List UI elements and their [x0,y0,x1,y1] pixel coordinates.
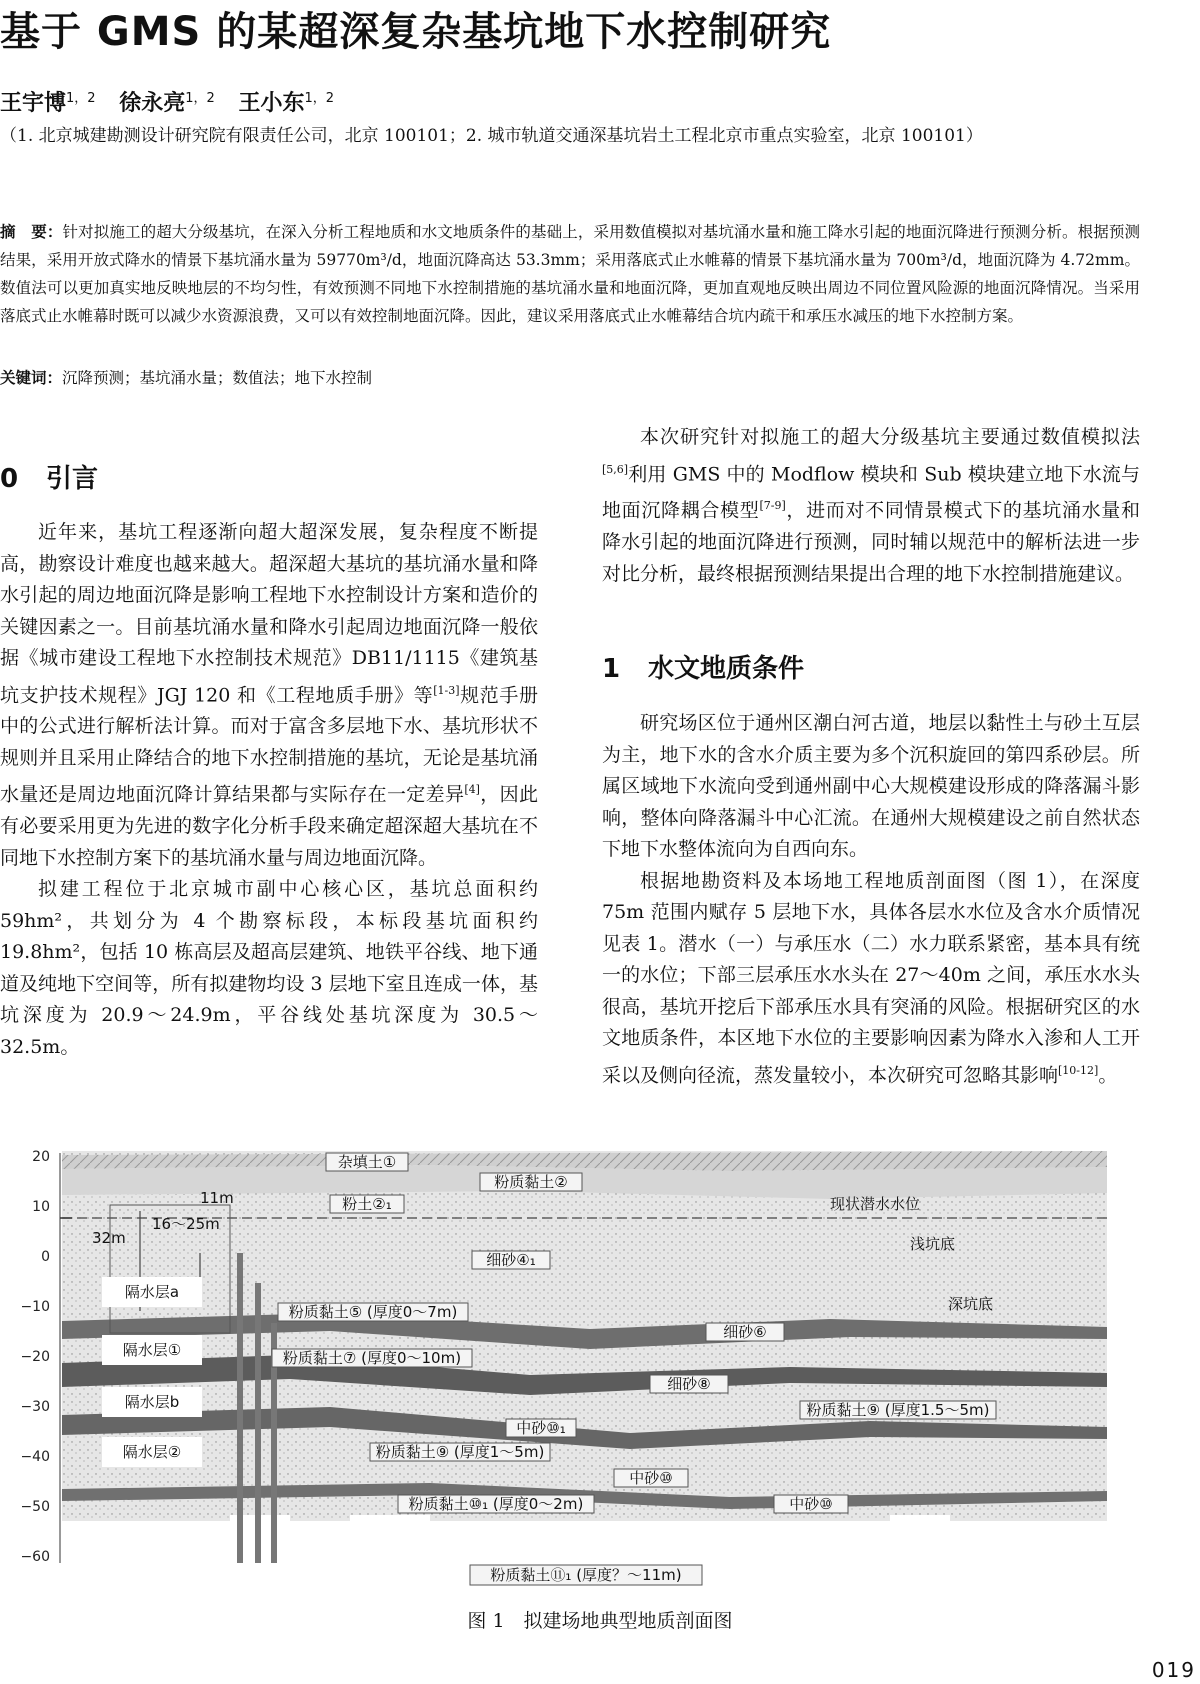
citation: [10-12] [1058,1063,1099,1077]
paragraph-text: 拟建工程位于北京城市副中心核心区，基坑总面积约 59hm²，共划分为 4 个勘察标段，本标段基坑面积约 19.8hm²，包括 10 栋高层及超高层建筑、地铁平谷线、地下通道及纯地下空间等，所有拟建物均设 3 层地下室且连成一体，基坑深度为 20.9～24.9m，平谷线处基坑深度为 30.5～32.5m。 [0,878,538,1058]
y-tick-label: −30 [20,1399,50,1415]
section-number: 1 [602,654,621,684]
label-fine-sand-6: 细砂⑥ [723,1323,767,1341]
label-water-table: 现状潜水水位 [830,1195,921,1213]
label-silt-2: 粉土②₁ [342,1195,392,1213]
citation: [5,6] [602,462,629,476]
label-aquitard-2: 隔水层② [122,1443,182,1461]
section-heading-0 [0,458,98,495]
y-tick-label: −10 [20,1299,50,1315]
affiliation: （1. 北京城建勘测设计研究院有限责任公司，北京 100101；2. 城市轨道交通深基坑岩土工程北京市重点实验室，北京 100101） [0,126,983,146]
keywords-text: 沉降预测；基坑涌水量；数值法；地下水控制 [62,369,373,387]
paragraph-text: ，因此有必要采用更为先进的数字化分析手段来确定超深超大基坑在不同地下水控制方案下的基坑涌水量与周边地面沉降。 [0,783,538,869]
left-column [0,517,538,1063]
label-fine-sand-4: 细砂④₁ [486,1251,536,1269]
label-medium-sand-10-1: 中砂⑩₁ [516,1419,566,1437]
abstract [0,218,1140,330]
paragraph-text: 研究场区位于通州区潮白河古道，地层以黏性土与砂土互层为主，地下水的含水介质主要为多个沉积旋回的第四系砂层。所属区域地下水流向受到通州副中心大规模建设形成的降落漏斗影响，整体向降落漏斗中心汇流。在通州大规模建设之前自然状态下地下水整体流向为自西向东。 [602,712,1140,860]
keywords-label: 关键词： [0,369,63,387]
section-gaps [230,1515,950,1563]
label-fill: 杂填土① [337,1153,397,1171]
label-deep-pit-bottom: 深坑底 [948,1295,994,1313]
label-aquitard-1: 隔水层① [122,1341,182,1359]
keywords [0,364,1140,392]
label-shallow-pit-bottom: 浅坑底 [910,1235,956,1253]
paragraph-text: 利用 GMS 中的 Modflow 模块和 Sub 模块建立地下水流与地面沉降耦合模型 [602,462,1140,522]
section-title: 水文地质条件 [648,654,805,684]
paragraph-text: 根据地勘资料及本场地工程地质剖面图（图 1），在深度 75m 范围内赋存 5 层地下水，具体各层水水位及含水介质情况见表 1。潜水（一）与承压水（二）水力联系紧密，基本具有统一的水位；下部三层承压水水头在 27～40m 之间，承压水水头很高，基坑开挖后下部承压水具有突涌的风险。根据研究区的水文地质条件，本区地下水位的主要影响因素为降水入渗和人工开采以及侧向径流，蒸发量较小，本次研究可忽略其影响 [602,869,1140,1086]
y-tick-label: −20 [20,1349,50,1365]
geologic-section-figure [20,1143,1120,1590]
author-name: 王小东 [238,91,305,116]
y-tick-label: −60 [20,1549,50,1565]
label-medium-sand-10: 中砂⑩ [629,1469,673,1487]
right-column-sec1 [602,708,1140,1091]
page-number: 019 [1151,1658,1196,1682]
citation: [7-9] [759,499,786,513]
section-title: 引言 [46,464,99,494]
label-silty-clay-5: 粉质黏土⑤ (厚度0～7m) [288,1303,458,1321]
label-silty-clay-2: 粉质黏土② [494,1173,568,1191]
section-heading-1 [602,648,804,685]
label-silty-clay-9: 粉质黏土⑨ (厚度1～5m) [375,1443,545,1461]
paragraph [602,708,1140,866]
author-affil-mark: 1，2 [304,90,335,106]
paragraph [602,866,1140,1092]
label-silty-clay-7: 粉质黏土⑦ (厚度0～10m) [282,1349,462,1367]
paragraph [0,517,538,874]
label-silty-clay-9-right: 粉质黏土⑨ (厚度1.5～5m) [806,1401,990,1419]
figure-caption: 图 1 拟建场地典型地质剖面图 [467,1610,733,1632]
author-affil-mark: 1，2 [66,90,96,106]
citation: [4] [464,783,480,797]
paragraph-text: 。 [1098,1063,1118,1086]
label-aquitard-b: 隔水层b [124,1393,180,1411]
label-silty-clay-10: 粉质黏土⑩₁ (厚度0～2m) [408,1495,584,1513]
label-depth-32m: 32m [92,1229,126,1247]
section-number: 0 [0,464,19,494]
paragraph [602,422,1140,590]
label-fine-sand-8: 细砂⑧ [667,1375,711,1393]
paragraph-text: 本次研究针对拟施工的超大分级基坑主要通过数值模拟法 [640,426,1140,448]
y-tick-label: 0 [41,1249,50,1265]
label-silty-clay-11: 粉质黏土⑪₁ (厚度？～11m) [490,1566,682,1584]
author-affil-mark: 1，2 [185,90,215,106]
y-tick-label: −40 [20,1449,50,1465]
paper-title: 基于 GMS 的某超深复杂基坑地下水控制研究 [0,9,832,55]
right-column-intro [602,422,1140,590]
author-list [0,86,350,117]
paragraph-text: ，进而对不同情景模式下的基坑涌水量和降水引起的地面沉降进行预测，同时辅以规范中的解析法进一步对比分析，最终根据预测结果提出合理的地下水控制措施建议。 [602,499,1140,585]
y-tick-label: 20 [32,1149,50,1165]
label-aquitard-a: 隔水层a [124,1283,180,1301]
y-tick-label: −50 [20,1499,50,1515]
author-name: 徐永亮 [119,91,186,116]
abstract-text: 针对拟施工的超大分级基坑，在深入分析工程地质和水文地质条件的基础上，采用数值模拟对基坑涌水量和施工降水引起的地面沉降进行预测分析。根据预测结果，采用开放式降水的情景下基坑涌水量为 59770m³/d，地面沉降高达 53.3mm；采用落底式止水帷幕的情景下基坑涌水量为 700m³/d，地面沉降为 4.72mm。数值法可以更加真实地反映地层的不均匀性，有效预测不同地下水控制措施的基坑涌水量和地面沉降，更加直观地反映出周边不同位置风险源的地面沉降情况。当采用落底式止水帷幕时既可以减少水资源浪费，又可以有效控制地面沉降。因此，建议采用落底式止水帷幕结合坑内疏干和承压水减压的地下水控制方案。 [0,223,1140,325]
y-axis [20,1149,60,1565]
abstract-label: 摘 要： [0,223,63,241]
author-name: 王宇博 [0,91,67,116]
paragraph-text: 规范手册中的公式进行解析法计算。而对于富含多层地下水、基坑形状不规则并且采用止降结合的地下水控制措施的基坑，无论是基坑涌水量还是周边地面沉降计算结果都与实际存在一定差异 [0,683,538,806]
y-tick-label: 10 [32,1199,50,1215]
paragraph [0,874,538,1063]
paragraph-text: 近年来，基坑工程逐渐向超大超深发展，复杂程度不断提高，勘察设计难度也越来越大。超深超大基坑的基坑涌水量和降水引起的周边地面沉降是影响工程地下水控制设计方案和造价的关键因素之一。目前基坑涌水量和降水引起周边地面沉降一般依据《城市建设工程地下水控制技术规范》DB11/1115《建筑基坑支护技术规程》JGJ 120 和《工程地质手册》等 [0,521,538,706]
label-medium-sand-10-b: 中砂⑩ [789,1495,833,1513]
citation: [1-3] [433,683,460,697]
label-depth-16-25m: 16～25m [152,1215,220,1233]
label-depth-11m: 11m [200,1189,234,1207]
